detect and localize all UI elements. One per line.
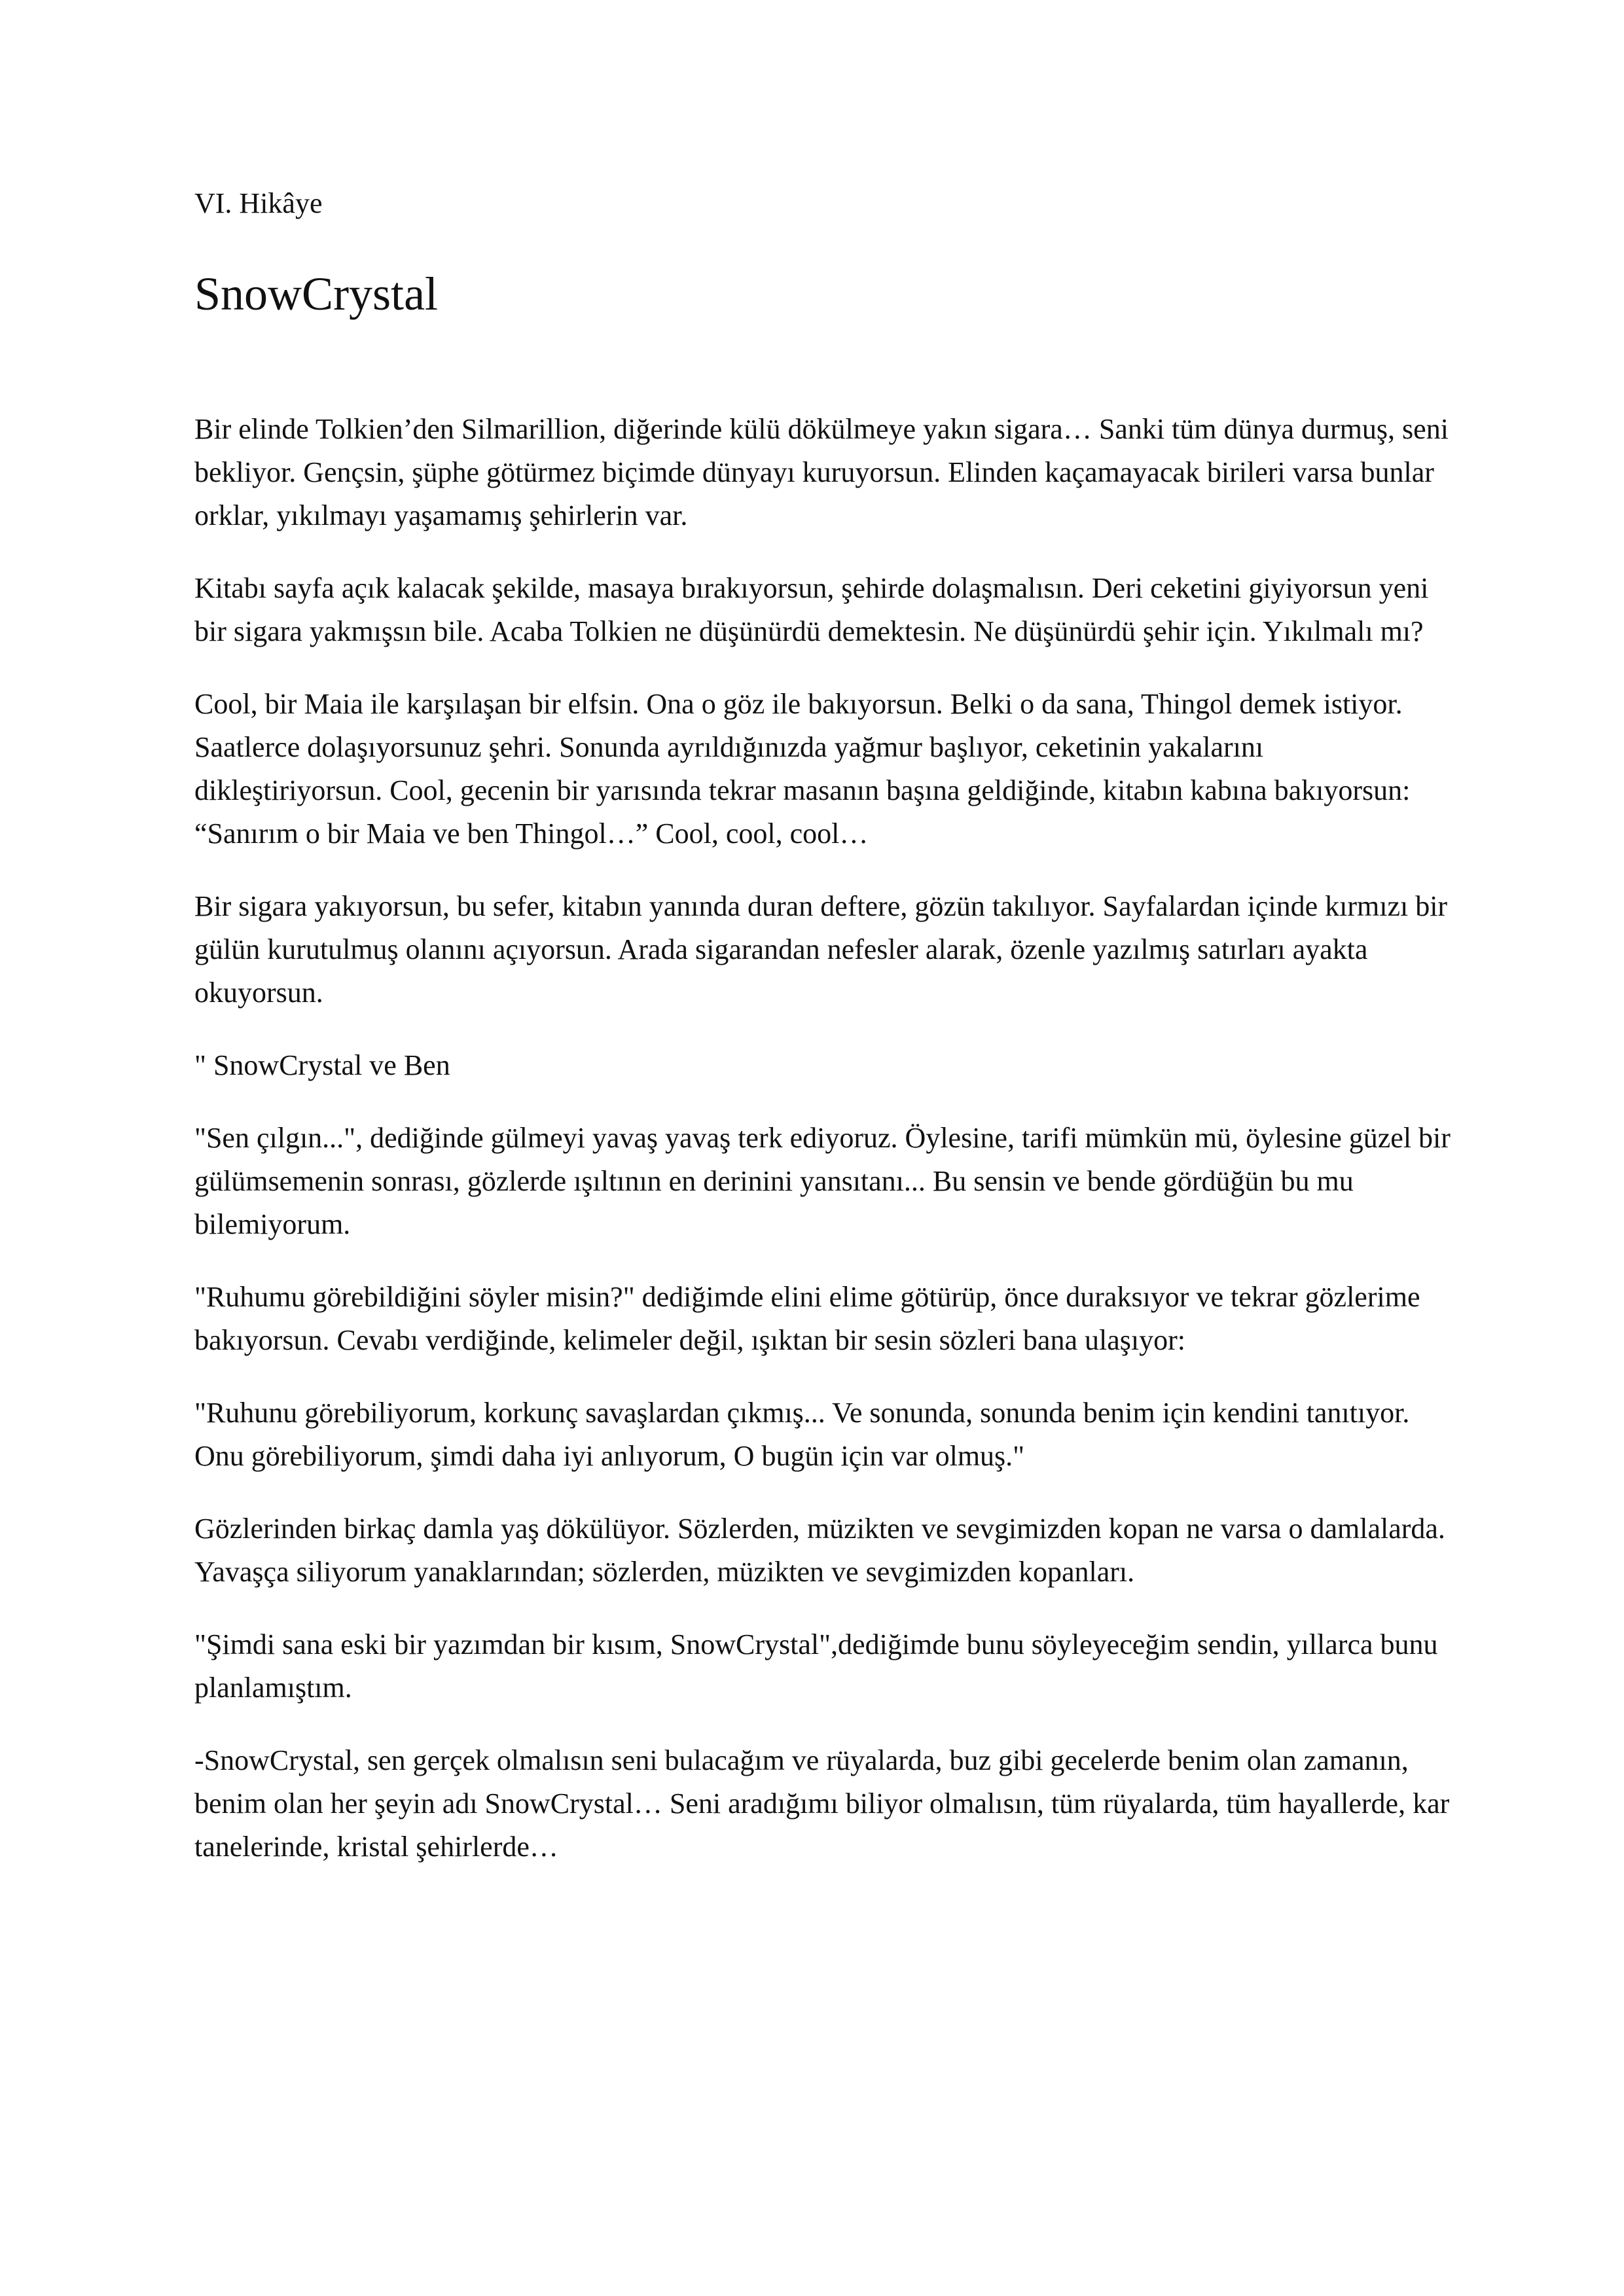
- paragraph: "Sen çılgın...", dediğinde gülmeyi yavaş yavaş terk ediyoruz. Öylesine, tarifi mümkün mü, öylesine güzel bir gülümsemenin sonrası, gözlerde ışıltının en derinini yansıtanı... Bu sensin ve bende gördüğün bu mu bilemiyorum.: [194, 1122, 1451, 1241]
- paragraph: Cool, bir Maia ile karşılaşan bir elfsin. Ona o göz ile bakıyorsun. Belki o da sana, Thingol demek istiyor. Saatlerce dolaşıyorsunuz şehri. Sonunda ayrıldığınızda yağmur başlıyor, ceketinin yakalarını dikleştiriyorsun. Cool, gecenin bir yarısında tekrar masanın başına geldiğinde, kitabın kabına bakıyorsun: “Sanırım o bir Maia ve ben Thingol…” Cool, cool, cool…: [194, 688, 1411, 850]
- page-title: SnowCrystal: [194, 267, 439, 320]
- paragraph: -SnowCrystal, sen gerçek olmalısın seni bulacağım ve rüyalarda, buz gibi gecelerde benim olan zamanın, benim olan her şeyin adı SnowCrystal… Seni aradığımı biliyor olmalısın, tüm rüyalarda, tüm hayallerde, kar tanelerinde, kristal şehirlerde…: [194, 1744, 1450, 1863]
- paragraph: "Şimdi sana eski bir yazımdan bir kısım, SnowCrystal",dediğimde bunu söyleyeceğim sendin, yıllarca bunu planlamıştım.: [194, 1628, 1438, 1704]
- paragraph: " SnowCrystal ve Ben: [194, 1049, 450, 1082]
- paragraph: "Ruhumu görebildiğini söyler misin?" dediğimde elini elime götürüp, önce duraksıyor ve tekrar gözlerime bakıyorsun. Cevabı verdiğinde, kelimeler değil, ışıktan bir sesin sözleri bana ulaşıyor:: [194, 1281, 1420, 1357]
- paragraph: Bir sigara yakıyorsun, bu sefer, kitabın yanında duran deftere, gözün takılıyor. Sayfalardan içinde kırmızı bir gülün kurutulmuş olanını açıyorsun. Arada sigarandan nefesler alarak, özenle yazılmış satırları ayakta okuyorsun.: [194, 890, 1448, 1009]
- paragraph: Gözlerinden birkaç damla yaş dökülüyor. Sözlerden, müzikten ve sevgimizden kopan ne varsa o damlalarda. Yavaşça siliyorum yanaklarından; sözlerden, müzikten ve sevgimizden kopanları.: [194, 1513, 1445, 1588]
- paragraph: Kitabı sayfa açık kalacak şekilde, masaya bırakıyorsun, şehirde dolaşmalısın. Deri ceketini giyiyorsun yeni bir sigara yakmışsın bile. Acaba Tolkien ne düşünürdü demektesin. Ne düşünürdü şehir için. Yıkılmalı mı?: [194, 572, 1429, 648]
- page-content: [194, 187, 1458, 1898]
- paragraph: "Ruhunu görebiliyorum, korkunç savaşlardan çıkmış... Ve sonunda, sonunda benim için kendini tanıtıyor. Onu görebiliyorum, şimdi daha iyi anlıyorum, O bugün için var olmuş.": [194, 1397, 1410, 1473]
- paragraph: Bir elinde Tolkien’den Silmarillion, diğerinde külü dökülmeye yakın sigara… Sanki tüm dünya durmuş, seni bekliyor. Gençsin, şüphe götürmez biçimde dünyayı kuruyorsun. Elinden kaçamayacak birileri varsa bunlar orklar, yıkılmayı yaşamamış şehirlerin var.: [194, 413, 1449, 532]
- chapter-label: VI. Hikâye: [194, 187, 323, 219]
- body-text: [194, 408, 1458, 1869]
